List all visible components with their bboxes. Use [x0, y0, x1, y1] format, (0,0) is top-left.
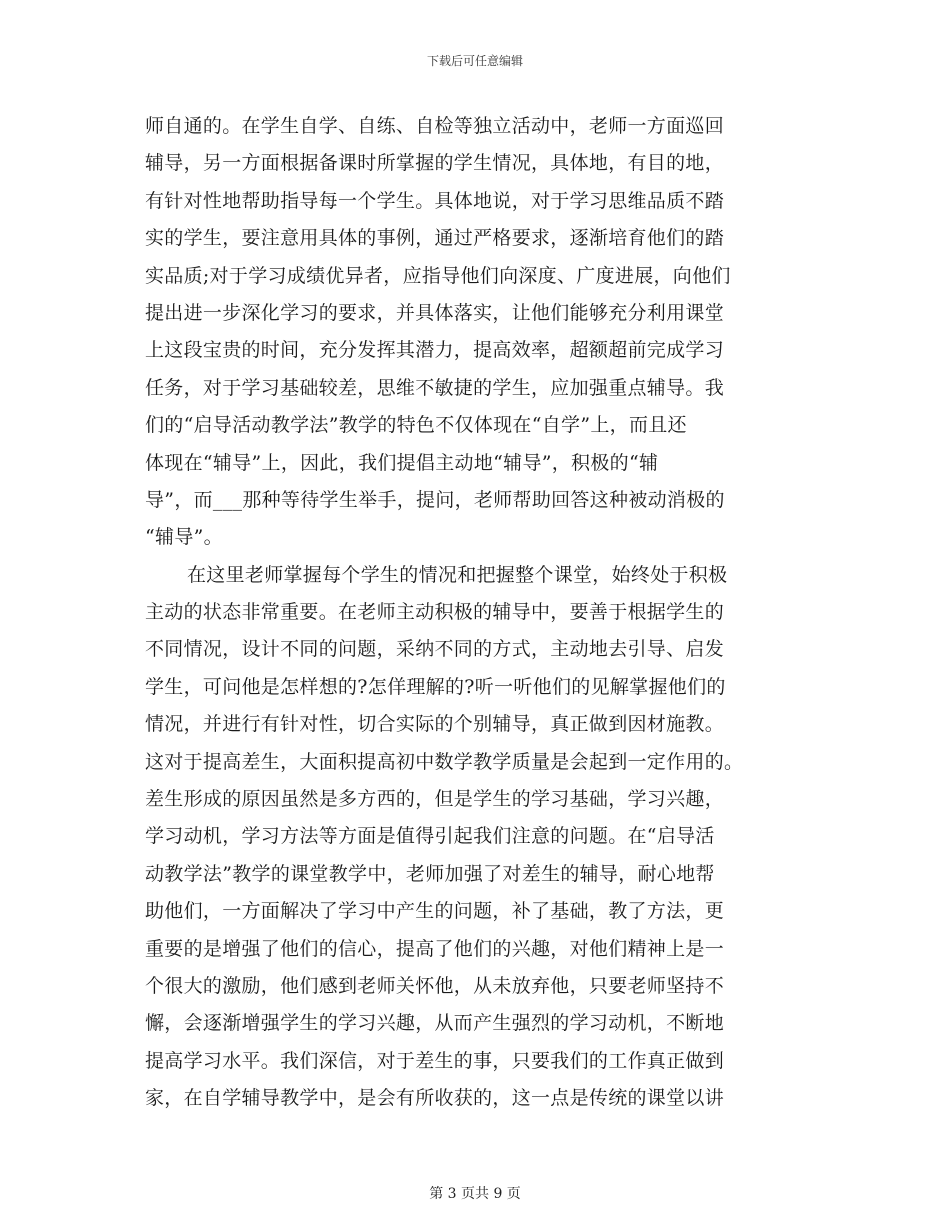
text-line: 体现在“辅导”上，因此，我们提倡主动地“辅导”，积极的“辅 — [145, 451, 659, 474]
text-line: 任务，对于学习基础较差，思维不敏捷的学生，应加强重点辅导。我 — [145, 376, 725, 399]
text-line: 家，在自学辅导教学中，是会有所收获的，这一点是传统的课堂以讲 — [145, 1087, 725, 1110]
text-line: 情况，并进行有针对性，切合实际的个别辅导，真正做到因材施教。 — [145, 713, 725, 736]
text-line: 动教学法”教学的课堂教学中，老师加强了对差生的辅导，耐心地帮 — [145, 862, 715, 885]
text-line: 实的学生，要注意用具体的事例，通过严格要求，逐渐培育他们的踏 — [145, 227, 725, 250]
text-line: “辅导”。 — [145, 526, 223, 549]
text-line: 学生，可问他是怎样想的?怎佯理解的?听一听他们的见解掌握他们的 — [145, 675, 726, 698]
text-line: 助他们，一方面解决了学习中产生的问题，补了基础，教了方法，更 — [145, 900, 725, 923]
text-line: 实品质;对于学习成绩优异者，应指导他们向深度、广度进展，向他们 — [145, 264, 731, 287]
text-line: 提高学习水平。我们深信，对于差生的事，只要我们的工作真正做到 — [145, 1049, 725, 1072]
document-body — [145, 108, 810, 1118]
text-line: 差生形成的原因虽然是多方西的，但是学生的学习基础，学习兴趣， — [145, 788, 725, 811]
text-line: 懈，会逐渐增强学生的学习兴趣，从而产生强烈的学习动机，不断地 — [145, 1012, 725, 1035]
text-line: 们的“启导活动教学法”教学的特色不仅体现在“自学”上，而且还 — [145, 414, 687, 437]
text-line: 重要的是增强了他们的信心，提高了他们的兴趣，对他们精神上是一 — [145, 937, 725, 960]
text-line: 导”，而___那种等待学生举手，提问，老师帮助回答这种被动消极的 — [145, 488, 725, 511]
text-line: 学习动机，学习方法等方面是值得引起我们注意的问题。在“启导活 — [145, 825, 715, 848]
text-line: 有针对性地帮助指导每一个学生。具体地说，对于学习思维品质不踏 — [145, 189, 725, 212]
text-line: 辅导，另一方面根据备课时所掌握的学生情况，具体地，有目的地， — [145, 152, 725, 175]
text-line: 不同情况，设计不同的问题，采纳不同的方式，主动地去引导、启发 — [145, 638, 725, 661]
text-line: 在这里老师掌握每个学生的情况和把握整个课堂，始终处于积极 — [187, 563, 728, 586]
page-footer: 第 3 页共 9 页 — [429, 1186, 521, 1202]
text-line: 提出进一步深化学习的要求，并具体落实，让他们能够充分利用课堂 — [145, 301, 725, 324]
text-line: 上这段宝贵的时间，充分发挥其潜力，提高效率，超额超前完成学习 — [145, 339, 725, 362]
text-line: 主动的状态非常重要。在老师主动积极的辅导中，要善于根据学生的 — [145, 601, 725, 624]
text-line: 这对于提高差生，大面积提高初中数学教学质量是会起到一定作用的。 — [145, 750, 744, 773]
text-line: 师自通的。在学生自学、自练、自检等独立活动中，老师一方面巡回 — [145, 115, 725, 137]
page-header: 下载后可任意编辑 — [426, 54, 523, 68]
text-line: 个很大的激励，他们感到老师关怀他，从未放弃他，只要老师坚持不 — [145, 974, 725, 997]
